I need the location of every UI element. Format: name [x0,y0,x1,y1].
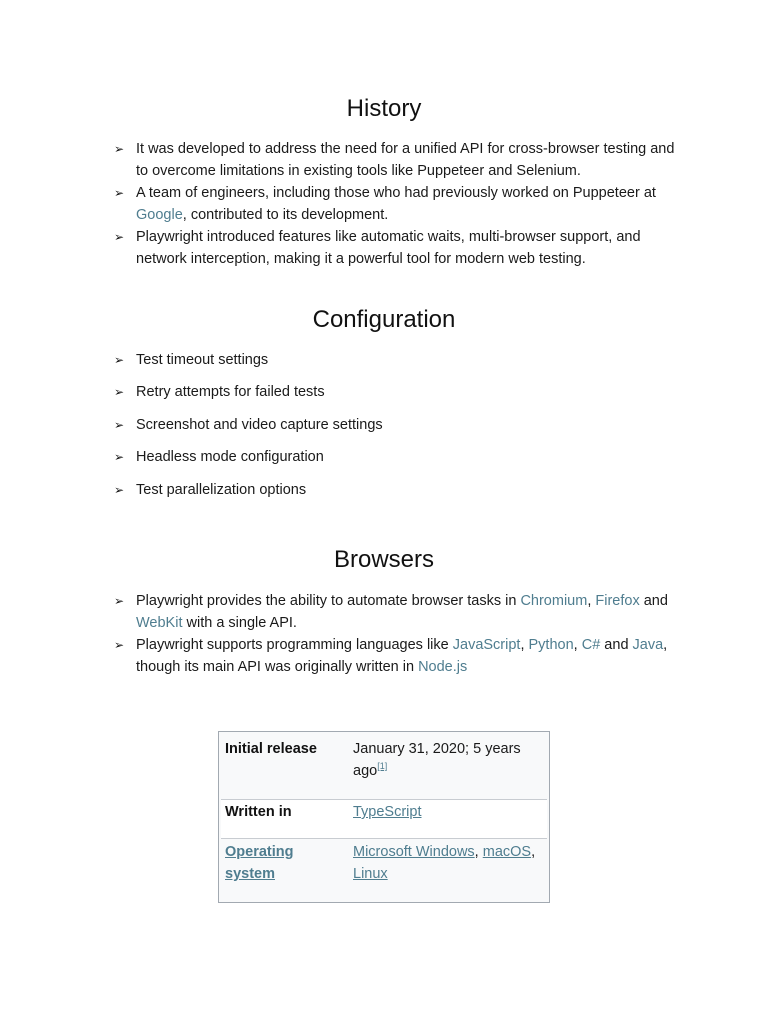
history-heading: History [346,95,422,122]
infobox-label: Initial release [225,741,317,757]
list-item-text: , though its main API was originally written in [136,637,668,675]
list-item [112,349,682,371]
python-link[interactable]: Python [528,637,574,653]
infobox-row-written-in [221,799,547,839]
nodejs-link[interactable]: Node.js [418,659,468,675]
firefox-link[interactable]: Firefox [595,593,640,609]
operating-system-link[interactable]: Operating system [225,844,294,882]
linux-link[interactable]: Linux [353,866,388,882]
infobox-row-operating-system [221,840,547,898]
configuration-heading: Configuration [312,306,456,333]
google-link[interactable]: Google [136,207,183,223]
chromium-link[interactable]: Chromium [520,593,588,609]
separator-text: and [639,593,668,609]
separator-text: , [520,637,529,653]
list-item [112,634,682,678]
list-item-text: Playwright supports programming languages like [136,637,453,653]
arrow-bullet-icon: ➢ [114,638,125,652]
list-item-text: Headless mode configuration [136,449,324,466]
list-item-text: Test parallelization options [136,481,307,498]
arrow-bullet-icon: ➢ [114,450,125,465]
list-item [112,479,682,501]
java-link[interactable]: Java [632,637,664,653]
arrow-bullet-icon: ➢ [114,482,125,497]
list-item [112,226,682,270]
list-item-text: Screenshot and video capture settings [136,416,383,433]
list-item [112,381,682,403]
arrow-bullet-icon: ➢ [114,230,125,244]
typescript-link[interactable]: TypeScript [353,804,422,820]
infobox-value [353,801,547,823]
infobox-label: Written in [225,804,292,820]
infobox-row-initial-release [221,738,547,790]
infobox-value [353,841,547,885]
arrow-bullet-icon: ➢ [114,186,125,200]
browsers-list [112,590,682,678]
reference-link[interactable]: [1] [377,761,388,771]
list-item-text: Retry attempts for failed tests [136,384,325,401]
list-item-text: Test timeout settings [136,352,269,368]
macos-link[interactable]: macOS [482,844,532,860]
arrow-bullet-icon: ➢ [114,353,125,367]
list-item-text: A team of engineers, including those who had previously worked on Puppeteer at [136,185,656,201]
list-item [112,414,682,436]
list-item-text: Playwright introduced features like automatic waits, multi-browser support, and network interception, making it a powerful tool for modern web testing. [136,229,641,267]
list-item [112,446,682,468]
infobox-value [353,738,547,782]
csharp-link[interactable]: C# [581,637,601,653]
release-date-text: January 31, 2020; 5 years ago [353,741,521,779]
separator-text: and [600,637,633,653]
list-item-text: , contributed to its development. [182,207,389,223]
microsoft-windows-link[interactable]: Microsoft Windows [353,844,475,860]
javascript-link[interactable]: JavaScript [452,637,521,653]
list-item-text: with a single API. [182,615,297,631]
arrow-bullet-icon: ➢ [114,385,125,400]
configuration-list [112,349,682,511]
arrow-bullet-icon: ➢ [114,142,125,156]
arrow-bullet-icon: ➢ [114,594,125,608]
webkit-link[interactable]: WebKit [136,615,183,631]
list-item [112,138,682,182]
list-item [112,590,682,634]
list-item-text: Playwright provides the ability to automate browser tasks in [136,593,521,609]
history-list [112,138,682,270]
infobox-label [225,841,347,885]
separator-text: , [474,844,483,860]
browsers-heading: Browsers [333,546,435,573]
separator-text: , [573,637,582,653]
arrow-bullet-icon: ➢ [114,417,125,432]
list-item-text: It was developed to address the need for a unified API for cross-browser testing and to overcome limitations in existing tools like Puppeteer and Selenium. [136,141,675,179]
separator-text: , [587,593,596,609]
software-infobox [218,731,550,903]
separator-text: , [531,844,536,860]
list-item [112,182,682,226]
